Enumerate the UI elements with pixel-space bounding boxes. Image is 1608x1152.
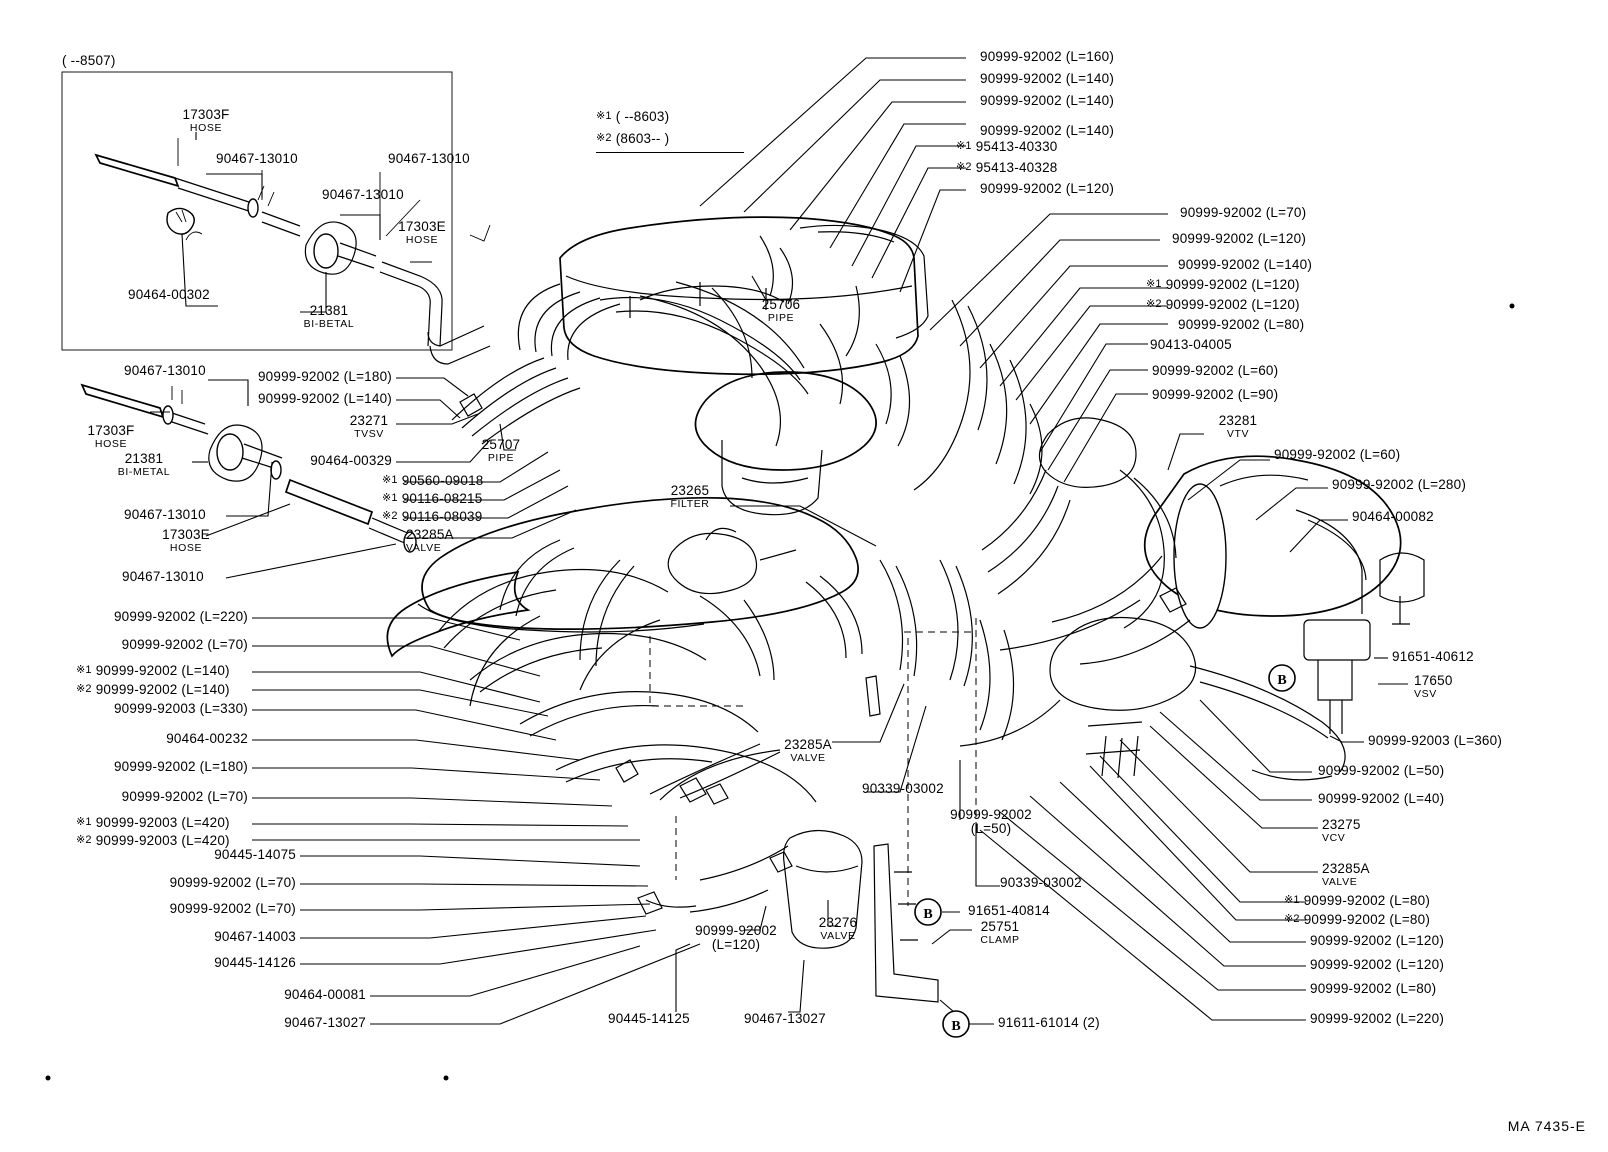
label-c-23265 bbox=[652, 484, 728, 511]
label-tr-8: 90999-92002 (L=70) bbox=[1180, 205, 1307, 220]
label-c-23285a-text: 23285A bbox=[784, 737, 832, 752]
label-l-140b bbox=[76, 683, 230, 696]
label-c-91651-40814: 91651-40814 bbox=[968, 903, 1050, 918]
label-r-80c: 90999-92002 (L=80) bbox=[1310, 981, 1437, 996]
label-tr-17-sub: VTV bbox=[1226, 428, 1250, 440]
label-tr-5 bbox=[956, 140, 1057, 153]
label-l-140a-text: 90999-92002 (L=140) bbox=[95, 663, 230, 678]
vsv-body bbox=[1304, 620, 1370, 660]
label-l-140b-text: 90999-92002 (L=140) bbox=[95, 682, 230, 697]
label-c-25707-text: 25707 bbox=[481, 437, 521, 452]
inset-label-17303f-text: 17303F bbox=[182, 107, 230, 122]
note-2-text: (8603-- ) bbox=[615, 131, 670, 146]
note-underline bbox=[596, 152, 744, 153]
inset-label-17303e-text: 17303E bbox=[398, 219, 446, 234]
label-l-180: 90999-92002 (L=180) bbox=[113, 759, 248, 774]
drawing-code: MA 7435-E bbox=[1507, 1118, 1586, 1134]
label-l-17303e-sub: HOSE bbox=[169, 542, 203, 554]
note-1 bbox=[596, 110, 669, 123]
label-l-140b-mark: ※2 bbox=[76, 683, 92, 695]
label-r-23275 bbox=[1322, 818, 1361, 845]
label-tr-11-mark: ※1 bbox=[1146, 278, 1162, 290]
label-c-90339-03002-a: 90339-03002 bbox=[862, 781, 944, 796]
label-l-17303f-sub: HOSE bbox=[94, 438, 128, 450]
valve-cover bbox=[560, 217, 918, 374]
label-c-25707-sub: PIPE bbox=[487, 452, 515, 464]
label-ul-90116-08215 bbox=[382, 492, 482, 505]
inset-label-90464-00302: 90464-00302 bbox=[128, 287, 210, 302]
hose-17303e-left bbox=[286, 480, 372, 524]
label-c-23285a-sub: VALVE bbox=[790, 752, 826, 764]
label-l-420b-mark: ※2 bbox=[76, 834, 92, 846]
label-ul-90116-08039-text: 90116-08039 bbox=[401, 509, 483, 524]
label-l-420b bbox=[76, 834, 230, 847]
label-l-17303e bbox=[148, 528, 224, 555]
label-l-90467-13010-3: 90467-13010 bbox=[122, 569, 204, 584]
label-ul-90560-09018-text: 90560-09018 bbox=[401, 473, 484, 488]
label-l-220: 90999-92002 (L=220) bbox=[113, 609, 248, 624]
label-tr-10: 90999-92002 (L=140) bbox=[1178, 257, 1313, 272]
inset-title: ( --8507) bbox=[62, 53, 116, 68]
label-ul-23285a bbox=[406, 528, 454, 555]
inset-label-17303f bbox=[166, 108, 246, 135]
label-ul-23285a-sub: VALVE bbox=[406, 542, 442, 554]
label-tr-12-text: 90999-92002 (L=120) bbox=[1165, 297, 1300, 312]
label-c-25707 bbox=[468, 438, 534, 465]
label-tr-20: 90464-00082 bbox=[1352, 509, 1434, 524]
label-l-21381 bbox=[96, 452, 192, 479]
label-ul-180: 90999-92002 (L=180) bbox=[257, 369, 392, 384]
label-l-21381-sub: BI-METAL bbox=[117, 466, 171, 478]
label-ul-140: 90999-92002 (L=140) bbox=[257, 391, 392, 406]
label-c-90445-14125: 90445-14125 bbox=[608, 1011, 690, 1026]
inset-hose-17303f bbox=[96, 155, 178, 186]
label-l-70b: 90999-92002 (L=70) bbox=[121, 789, 248, 804]
label-l-420b-text: 90999-92003 (L=420) bbox=[95, 833, 230, 848]
label-r-17650-text: 17650 bbox=[1414, 673, 1453, 688]
label-l-420a bbox=[76, 816, 230, 829]
label-tr-14: 90413-04005 bbox=[1150, 337, 1232, 352]
label-l-140a-mark: ※1 bbox=[76, 664, 92, 676]
label-tr-7: 90999-92002 (L=120) bbox=[980, 181, 1115, 196]
label-ul-90560-09018 bbox=[382, 474, 483, 487]
label-c-25706-text: 25706 bbox=[761, 297, 801, 312]
label-l-90467-13027: 90467-13027 bbox=[284, 1015, 366, 1030]
label-ul-90116-08039 bbox=[382, 510, 482, 523]
label-c-90467-13027: 90467-13027 bbox=[744, 1011, 826, 1026]
label-r-17650 bbox=[1414, 674, 1453, 701]
label-l-90467-13010-1: 90467-13010 bbox=[124, 363, 206, 378]
label-c-23265-text: 23265 bbox=[670, 483, 710, 498]
inset-label-90467-13010-c: 90467-13010 bbox=[322, 187, 404, 202]
note-2 bbox=[596, 132, 669, 145]
label-c-23276 bbox=[800, 916, 876, 943]
inset-label-17303f-sub: HOSE bbox=[189, 122, 223, 134]
inset-label-21381 bbox=[284, 304, 374, 331]
label-tr-3: 90999-92002 (L=140) bbox=[980, 93, 1115, 108]
label-tr-6-text: 95413-40328 bbox=[975, 160, 1058, 175]
label-c-90999-92002-50 bbox=[936, 808, 1046, 835]
label-c-23276-text: 23276 bbox=[818, 915, 858, 930]
label-c-25706 bbox=[748, 298, 814, 325]
label-l-90464-00081: 90464-00081 bbox=[284, 987, 366, 1002]
label-c-25751 bbox=[962, 920, 1038, 947]
label-r-17650-sub: VSV bbox=[1414, 688, 1437, 700]
label-c-90999-92002-120 bbox=[680, 924, 792, 951]
label-r-220: 90999-92002 (L=220) bbox=[1310, 1011, 1445, 1026]
label-r-90999-92003-360: 90999-92003 (L=360) bbox=[1368, 733, 1503, 748]
label-tr-17 bbox=[1206, 414, 1270, 441]
label-l-330: 90999-92003 (L=330) bbox=[113, 701, 248, 716]
label-l-70d: 90999-92002 (L=70) bbox=[169, 901, 296, 916]
label-r-80b-text: 90999-92002 (L=80) bbox=[1303, 912, 1431, 927]
label-tr-12 bbox=[1146, 298, 1300, 311]
label-r-80a bbox=[1284, 894, 1430, 907]
label-l-17303f bbox=[74, 424, 148, 451]
label-r-120a: 90999-92002 (L=120) bbox=[1310, 933, 1445, 948]
label-r-80b-mark: ※2 bbox=[1284, 913, 1300, 925]
label-r-23285a-sub: VALVE bbox=[1322, 876, 1358, 888]
label-l-90467-13010-2: 90467-13010 bbox=[124, 507, 206, 522]
label-tr-5-text: 95413-40330 bbox=[975, 139, 1058, 154]
inset-label-17303e bbox=[386, 220, 458, 247]
label-ul-90560-09018-mark: ※1 bbox=[382, 474, 398, 486]
label-tr-5-mark: ※1 bbox=[956, 140, 972, 152]
label-l-90467-14003: 90467-14003 bbox=[214, 929, 296, 944]
label-l-17303e-text: 17303E bbox=[162, 527, 210, 542]
note-2-mark: ※2 bbox=[596, 132, 612, 144]
label-l-90464-00232: 90464-00232 bbox=[166, 731, 248, 746]
label-r-23275-text: 23275 bbox=[1322, 817, 1361, 832]
label-c-23265-sub: FILTER bbox=[670, 498, 710, 510]
label-r-90999-92002-50: 90999-92002 (L=50) bbox=[1318, 763, 1445, 778]
label-c-90339-03002-b: 90339-03002 bbox=[1000, 875, 1082, 890]
label-c-90999-92002-120-sub: (L=120) bbox=[711, 937, 761, 952]
label-r-91651-40612: 91651-40612 bbox=[1392, 649, 1474, 664]
label-l-90445-14075: 90445-14075 bbox=[214, 847, 296, 862]
label-l-420a-mark: ※1 bbox=[76, 816, 92, 828]
label-c-23285a bbox=[768, 738, 848, 765]
inset-label-21381-text: 21381 bbox=[309, 303, 349, 318]
label-tr-15: 90999-92002 (L=60) bbox=[1152, 363, 1279, 378]
label-ul-23271 bbox=[336, 414, 402, 441]
inset-label-90467-13010-a: 90467-13010 bbox=[216, 151, 298, 166]
label-c-90999-92002-50-text: 90999-92002 bbox=[950, 807, 1032, 822]
inset-label-17303e-sub: HOSE bbox=[405, 234, 439, 246]
label-ul-23271-sub: TVSV bbox=[354, 428, 384, 440]
label-ul-23285a-text: 23285A bbox=[406, 527, 454, 542]
label-tr-17-text: 23281 bbox=[1218, 413, 1258, 428]
inset-label-90467-13010-b: 90467-13010 bbox=[388, 151, 470, 166]
label-l-420a-text: 90999-92003 (L=420) bbox=[95, 815, 230, 830]
label-l-70c: 90999-92002 (L=70) bbox=[169, 875, 296, 890]
label-l-90445-14126: 90445-14126 bbox=[214, 955, 296, 970]
label-c-91611-61014: 91611-61014 (2) bbox=[998, 1015, 1100, 1030]
label-ul-90116-08215-mark: ※1 bbox=[382, 492, 398, 504]
label-ul-90116-08215-text: 90116-08215 bbox=[401, 491, 483, 506]
label-r-23285a-text: 23285A bbox=[1322, 861, 1370, 876]
label-c-25706-sub: PIPE bbox=[767, 312, 795, 324]
label-tr-13: 90999-92002 (L=80) bbox=[1178, 317, 1305, 332]
label-l-17303f-text: 17303F bbox=[87, 423, 135, 438]
svg-text:B: B bbox=[923, 907, 933, 922]
label-tr-4: 90999-92002 (L=140) bbox=[980, 123, 1115, 138]
label-tr-18: 90999-92002 (L=60) bbox=[1274, 447, 1401, 462]
label-ul-90116-08039-mark: ※2 bbox=[382, 510, 398, 522]
inset-label-21381-sub: BI-BETAL bbox=[303, 318, 355, 330]
label-tr-11 bbox=[1146, 278, 1300, 291]
label-tr-9: 90999-92002 (L=120) bbox=[1172, 231, 1307, 246]
label-c-25751-sub: CLAMP bbox=[980, 934, 1020, 946]
label-r-80a-mark: ※1 bbox=[1284, 894, 1300, 906]
svg-text:B: B bbox=[1277, 673, 1287, 688]
label-tr-2: 90999-92002 (L=140) bbox=[980, 71, 1115, 86]
label-ul-90464-00329: 90464-00329 bbox=[310, 453, 392, 468]
label-ul-23271-text: 23271 bbox=[349, 413, 389, 428]
label-c-25751-text: 25751 bbox=[980, 919, 1020, 934]
label-tr-1: 90999-92002 (L=160) bbox=[980, 49, 1115, 64]
label-r-80a-text: 90999-92002 (L=80) bbox=[1303, 893, 1431, 908]
label-tr-6-mark: ※2 bbox=[956, 161, 972, 173]
note-1-mark: ※1 bbox=[596, 110, 612, 122]
label-l-21381-text: 21381 bbox=[124, 451, 164, 466]
label-c-90999-92002-120-text: 90999-92002 bbox=[695, 923, 777, 938]
note-1-text: ( --8603) bbox=[615, 109, 670, 124]
label-tr-11-text: 90999-92002 (L=120) bbox=[1165, 277, 1300, 292]
svg-text:B: B bbox=[951, 1019, 961, 1034]
label-tr-6 bbox=[956, 161, 1057, 174]
label-tr-12-mark: ※2 bbox=[1146, 298, 1162, 310]
label-l-70a: 90999-92002 (L=70) bbox=[121, 637, 248, 652]
label-tr-19: 90999-92002 (L=280) bbox=[1332, 477, 1467, 492]
label-c-23276-sub: VALVE bbox=[820, 930, 856, 942]
label-r-80b bbox=[1284, 913, 1430, 926]
label-r-23275-sub: VCV bbox=[1322, 832, 1346, 844]
label-l-140a bbox=[76, 664, 230, 677]
label-c-90999-92002-50-sub: (L=50) bbox=[970, 821, 1012, 836]
label-r-90999-92002-40: 90999-92002 (L=40) bbox=[1318, 791, 1445, 806]
label-tr-16: 90999-92002 (L=90) bbox=[1152, 387, 1279, 402]
label-r-120b: 90999-92002 (L=120) bbox=[1310, 957, 1445, 972]
label-r-23285a bbox=[1322, 862, 1370, 889]
